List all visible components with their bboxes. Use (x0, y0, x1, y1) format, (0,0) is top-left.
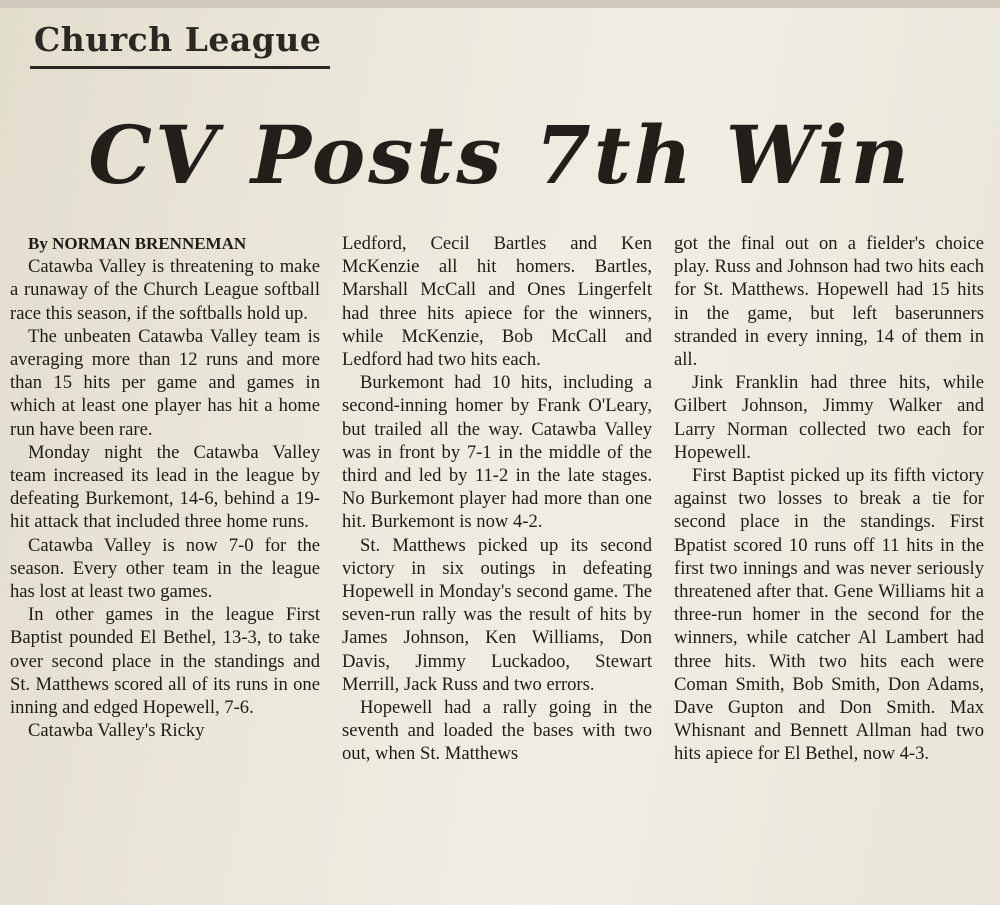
headline: CV Posts 7th Win (88, 108, 912, 202)
paragraph: St. Matthews picked up its second victory in six outings in defeating Hopewell in Monday's second game. The seven-run rally was the result of hits by James Johnson, Ken Williams, Don Davis, Jimmy Luckadoo, Stewart Merrill, Jack Russ and two errors. (342, 534, 652, 695)
section-rule (30, 66, 330, 69)
paragraph: Burkemont had 10 hits, including a second-inning homer by Frank O'Leary, but trailed all the way. Catawba Valley was in front by 7-1 in the middle of the third and led by 11-2 in the late stages. No Burkemont player had more than one hit. Burkemont is now 4-2. (342, 372, 652, 533)
paragraph: Catawba Valley is now 7-0 for the season. Every other team in the league has lost at least two games. (10, 534, 320, 603)
article-columns (10, 232, 985, 902)
column-1 (10, 232, 320, 902)
column-3 (674, 232, 984, 902)
paragraph: Jink Franklin had three hits, while Gilbert Johnson, Jimmy Walker and Larry Norman collected two each for Hopewell. (674, 372, 984, 463)
column-2 (342, 232, 652, 902)
section-heading: Church League (34, 20, 322, 59)
page-edge (0, 0, 1000, 8)
paragraph: Catawba Valley is threatening to make a runaway of the Church League softball race this season, if the softballs hold up. (10, 256, 320, 324)
paragraph: Ledford, Cecil Bartles and Ken McKenzie all hit homers. Bartles, Marshall McCall and Ones Lingerfelt had three hits apiece for the winners, while McKenzie, Bob McCall and Ledford had two hits each. (342, 233, 652, 371)
paragraph: In other games in the league First Baptist pounded El Bethel, 13-3, to take over second place in the standings and St. Matthews scored all of its runs in one inning and edged Hopewell, 7-6. (10, 604, 320, 719)
paragraph: Monday night the Catawba Valley team increased its lead in the league by defeating Burkemont, 14-6, behind a 19-hit attack that included three home runs. (10, 441, 320, 533)
paragraph: got the final out on a fielder's choice play. Russ and Johnson had two hits each for St. Matthews. Hopewell had 15 hits in the game, but left baserunners stranded in every inning, 14 of them in all. (674, 233, 984, 371)
paragraph: First Baptist picked up its fifth victory against two losses to break a tie for second place in the standings. First Bpatist scored 10 runs off 11 hits in the first two innings and was never seriously threatened after that. Gene Williams hit a three-run homer in the second for the winners, while catcher Al Lambert had three hits. With two hits each were Coman Smith, Bob Smith, Don Adams, Dave Gupton and Don Smith. Max Whisnant and Bennett Allman had two hits apiece for El Bethel, now 4-3. (674, 465, 984, 765)
paragraph: Catawba Valley's Ricky (28, 720, 205, 742)
paragraph: Hopewell had a rally going in the seventh and loaded the bases with two out, when St. Matthews (342, 697, 652, 765)
byline: By NORMAN BRENNEMAN (28, 234, 247, 253)
paragraph: The unbeaten Catawba Valley team is averaging more than 12 runs and more than 15 hits per game and games in which at least one player has hit a home run have been rare. (10, 325, 320, 440)
